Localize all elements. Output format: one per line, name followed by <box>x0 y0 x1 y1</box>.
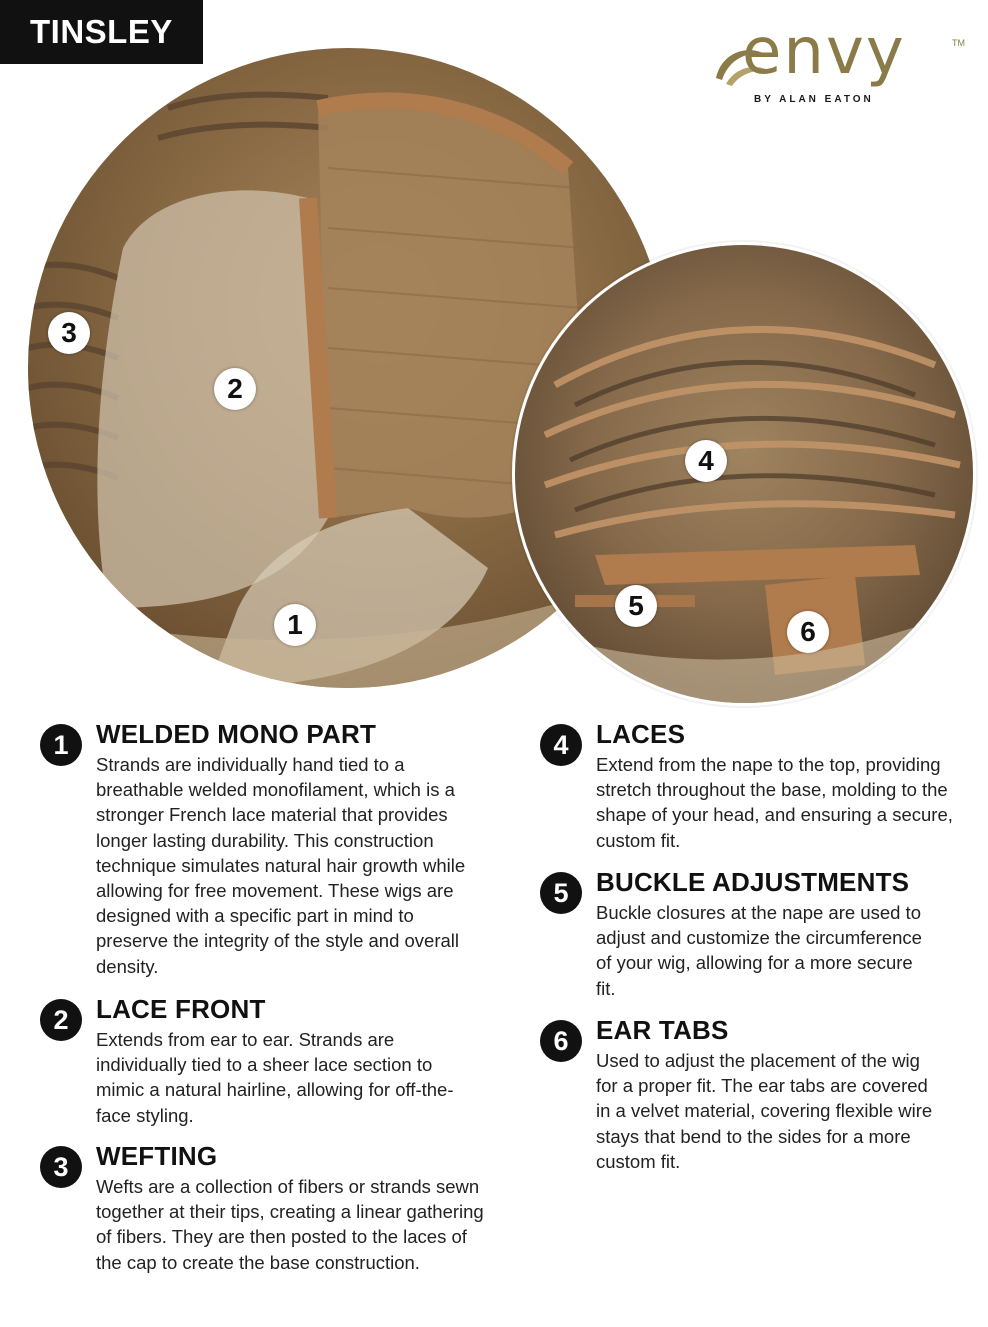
section-title: LACE FRONT <box>96 994 266 1024</box>
section-welded-mono-part <box>40 719 466 980</box>
section-wefting <box>40 1141 484 1302</box>
brand-logo <box>712 15 970 106</box>
marker-buckle: 5 <box>615 585 657 627</box>
section-body: Extend from the nape to the top, providing stretch throughout the base, molding to the shape of your head, and ensuring a secure, custom fit. <box>596 754 953 851</box>
brand-tagline: BY ALAN EATON <box>754 94 874 105</box>
section-title: WELDED MONO PART <box>96 719 377 749</box>
section-ear-tabs <box>540 1016 940 1186</box>
section-number-badge: 4 <box>540 724 582 766</box>
section-title: EAR TABS <box>596 1015 729 1045</box>
section-number-badge: 1 <box>40 724 82 766</box>
marker-lace-front: 2 <box>214 368 256 410</box>
section-title: LACES <box>596 719 686 749</box>
trademark: TM <box>952 38 965 48</box>
section-body: Extends from ear to ear. Strands are individually tied to a sheer lace section to mimic a natural hairline, allowing for off-the-face styling. <box>96 1029 454 1126</box>
marker-wefting: 3 <box>48 312 90 354</box>
product-title: TINSLEY <box>0 0 203 64</box>
marker-welded-mono: 1 <box>274 604 316 646</box>
marker-ear-tabs: 6 <box>787 611 829 653</box>
section-body: Wefts are a collection of fibers or strands sewn together at their tips, creating a linear gathering of fibers. They are then posted to the laces of the cap to create the base construction. <box>96 1176 484 1273</box>
marker-laces: 4 <box>685 440 727 482</box>
brand-name: envy <box>742 15 906 89</box>
section-body: Strands are individually hand tied to a breathable welded monofilament, which is a stronger French lace material that provides longer lasting durability. This construction technique simulates natural hair growth while allowing for free movement. These wigs are designed with a specific part in mind to preserve the integrity of the style and overall density. <box>96 754 466 977</box>
section-number-badge: 3 <box>40 1146 82 1188</box>
wig-cap-back-photo <box>512 242 976 706</box>
section-buckle-adjustments <box>540 868 940 1008</box>
section-lace-front <box>40 994 454 1126</box>
cap-back-illustration <box>515 245 973 703</box>
section-body: Used to adjust the placement of the wig for a proper fit. The ear tabs are covered in a velvet material, covering flexible wire stays that bend to the sides for a more custom fit. <box>596 1050 933 1172</box>
section-number-badge: 2 <box>40 999 82 1041</box>
section-title: WEFTING <box>96 1141 218 1171</box>
section-title: BUCKLE ADJUSTMENTS <box>596 867 910 897</box>
section-number-badge: 5 <box>540 872 582 914</box>
section-number-badge: 6 <box>540 1020 582 1062</box>
section-laces <box>540 719 953 860</box>
section-body: Buckle closures at the nape are used to adjust and customize the circumference of your wig, allowing for a more secure fit. <box>596 902 922 999</box>
